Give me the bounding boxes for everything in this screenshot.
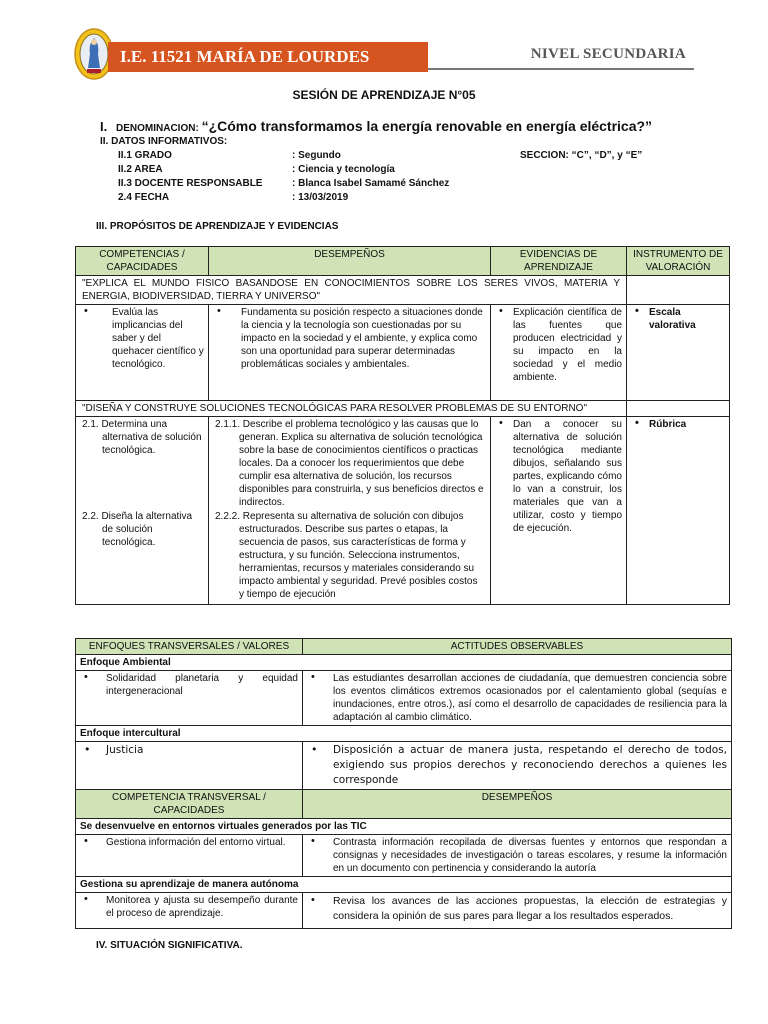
school-name: I.E. 11521 MARÍA DE LOURDES	[108, 42, 428, 72]
table-header-row	[76, 639, 732, 655]
denominacion-number: I.	[100, 119, 108, 134]
table-row	[76, 819, 732, 835]
header-actitudes: ACTITUDES OBSERVABLES	[303, 639, 732, 655]
header-instrumento: INSTRUMENTO DE VALORACIÓN	[627, 247, 730, 276]
table-header-row	[76, 790, 732, 819]
desempenos-2	[209, 417, 491, 605]
desempeno-1: • Fundamenta su posición respecto a situaciones donde la ciencia y la tecnología son cuestionadas por su impacto en la sociedad y el ambiente, y explica como son una oportunidad para superar determinadas problemáticas sociales y ambientales.	[209, 305, 491, 401]
propositos-heading: III. PROPÓSITOS DE APRENDIZAJE Y EVIDENCIAS	[96, 221, 339, 232]
session-question: “¿Cómo transformamos la energía renovable en energía eléctrica?”	[201, 118, 653, 134]
table-row	[76, 305, 730, 401]
competencia-2: "DISEÑA Y CONSTRUYE SOLUCIONES TECNOLÓGICAS PARA RESOLVER PROBLEMAS DE SU ENTORNO"	[76, 401, 627, 417]
table-row	[76, 276, 730, 305]
table-row	[76, 726, 732, 742]
valor-justicia: • Justicia	[76, 742, 303, 790]
header-enfoques: ENFOQUES TRANSVERSALES / VALORES	[76, 639, 303, 655]
capacidad-gestiona: • Gestiona información del entorno virtual.	[76, 835, 303, 877]
capacidad-monitorea: • Monitorea y ajusta su desempeño durante el proceso de aprendizaje.	[76, 893, 303, 929]
table-row	[76, 835, 732, 877]
header-evidencias: EVIDENCIAS DE APRENDIZAJE	[491, 247, 627, 276]
evidencia-1: • Explicación científica de las fuentes que producen electricidad y su impacto en la sociedad y el medio ambiente.	[491, 305, 627, 401]
header-competencia-transversal: COMPETENCIA TRANSVERSAL / CAPACIDADES	[76, 790, 303, 819]
session-title: SESIÓN DE APRENDIZAJE N°05	[292, 88, 476, 102]
enfoques-table	[75, 638, 732, 929]
empty-cell	[627, 401, 730, 417]
table-row	[76, 877, 732, 893]
header-divider	[428, 68, 694, 70]
seccion-label: SECCION: “C”, “D”, y “E”	[520, 150, 643, 161]
instrumento-2: • Rúbrica	[627, 417, 730, 605]
desempeno-revisa: • Revisa los avances de las acciones propuestas, la elección de estrategias y considera la opinión de sus pares para llegar a los resultados esperados.	[303, 893, 732, 929]
dato-label: II.3 DOCENTE RESPONSABLE	[118, 178, 263, 189]
desempeno-2-1: 2.1.1. Describe el problema tecnológico y las causas que lo generan. Explica su alternativa de solución tecnológica sobre la base de conocimientos científicos o practicas locales. Da a conocer los requerimientos que debe cumplir esa alternativa de solución, los recursos disponibles para construirla, y sus beneficios directos e indirectos.	[215, 419, 484, 508]
table-row	[76, 655, 732, 671]
valor-solidaridad: • Solidaridad planetaria y equidad intergeneracional	[76, 671, 303, 726]
dato-value: : 13/03/2019	[292, 192, 349, 203]
desempeno-2-2: 2.2.2. Representa su alternativa de solución con dibujos estructurados. Describe sus partes o etapas, la secuencia de pasos, sus características de forma y estructura, y su función. Selecciona instrumentos, herramientas, recursos y materiales considerando su impacto ambiental y seguridad. Prevé posibles costos y tiempo de ejecución	[215, 511, 478, 600]
capacidad-2-1: 2.1. Determina una alternativa de solución tecnológica.	[82, 419, 202, 456]
denominacion	[100, 118, 652, 134]
table-row	[76, 401, 730, 417]
actitud-ambiental: • Las estudiantes desarrollan acciones de ciudadanía, que demuestren conciencia sobre los eventos climáticos extremos ocasionados por el calentamiento global (sequías e inundaciones, entre otros.), así como el desarrollo de capacidades de resiliencia para la adaptación al cambio climático.	[303, 671, 732, 726]
enfoque-intercultural: Enfoque intercultural	[76, 726, 732, 742]
desempeno-contrasta: • Contrasta información recopilada de diversas fuentes y entornos que respondan a consignas y necesidades de investigación o tareas escolares, y resume la información en un documento con pertinencia y considerando la autoría	[303, 835, 732, 877]
document-header	[74, 28, 694, 80]
table-row	[76, 742, 732, 790]
competencia-1: "EXPLICA EL MUNDO FISICO BASANDOSE EN CONOCIMIENTOS SOBRE LOS SERES VIVOS, MATERIA Y ENERGIA, BIODIVERSIDAD, TIERRA Y UNIVERSO"	[76, 276, 627, 305]
dato-label: II.2 AREA	[118, 164, 163, 175]
competencia-tic: Se desenvuelve en entornos virtuales generados por las TIC	[76, 819, 732, 835]
situacion-heading: IV. SITUACIÓN SIGNIFICATIVA.	[96, 940, 243, 951]
dato-label: 2.4 FECHA	[118, 192, 170, 203]
empty-cell	[627, 276, 730, 305]
capacidades-2	[76, 417, 209, 605]
dato-value: : Segundo	[292, 150, 341, 161]
datos-heading: II. DATOS INFORMATIVOS:	[100, 136, 228, 147]
denominacion-label: DENOMINACION:	[116, 123, 199, 134]
dato-value: : Blanca Isabel Samamé Sánchez	[292, 178, 450, 189]
actitud-intercultural: • Disposición a actuar de manera justa, respetando el derecho de todos, exigiendo sus propios derechos y reconociendo derechos a quienes les corresponde	[303, 742, 732, 790]
capacidad-1: • Evalúa las implicancias del saber y del quehacer científico y tecnológico.	[76, 305, 209, 401]
header-desempenos-transversal: DESEMPEÑOS	[303, 790, 732, 819]
enfoque-ambiental: Enfoque Ambiental	[76, 655, 732, 671]
table-row	[76, 671, 732, 726]
instrumento-1: • Escala valorativa	[627, 305, 730, 401]
dato-value: : Ciencia y tecnología	[292, 164, 395, 175]
evidencia-2: • Dan a conocer su alternativa de solución tecnológica mediante dibujos, señalando sus partes, explicando cómo lo van a construir, los materiales que van a utilizar, costo y tiempo de ejecución.	[491, 417, 627, 605]
header-competencias: COMPETENCIAS / CAPACIDADES	[76, 247, 209, 276]
table-header-row	[76, 247, 730, 276]
capacidad-2-2: 2.2. Diseña la alternativa de solución tecnológica.	[82, 511, 193, 548]
header-desempenos: DESEMPEÑOS	[209, 247, 491, 276]
table-row	[76, 417, 730, 605]
competencia-autonoma: Gestiona su aprendizaje de manera autónoma	[76, 877, 732, 893]
table-row	[76, 893, 732, 929]
level-label: NIVEL SECUNDARIA	[530, 46, 686, 62]
dato-label: II.1 GRADO	[118, 150, 172, 161]
competencias-table	[75, 246, 730, 605]
